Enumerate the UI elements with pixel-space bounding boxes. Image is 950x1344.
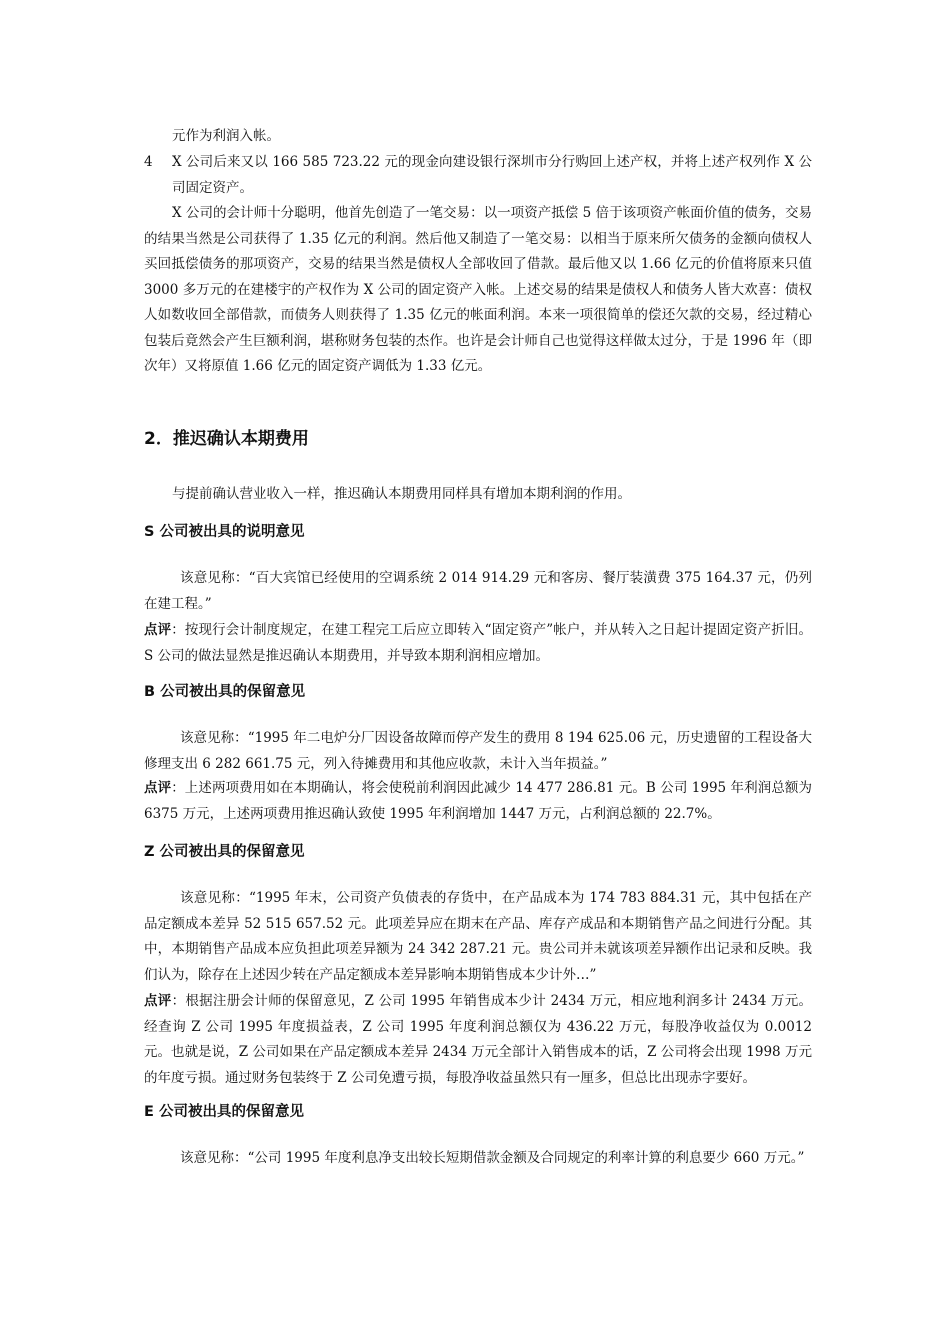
comment-text: ：按现行会计制度规定，在建工程完工后应立即转入“固定资产”帐户，并从转入之日起计提固定资产折旧。S 公司的做法显然是推迟确认本期费用，并导致本期利润相应增加。 <box>144 622 813 664</box>
comment-text: ：根据注册会计师的保留意见，Z 公司 1995 年销售成本少计 2434 万元，相应地利润多计 2434 万元。经查询 Z 公司 1995 年度损益表，Z 公司 1995 年度利润总额仅为 436.22 万元，每股净收益仅为 0.0012 元。也就是说，Z 公司如果在产品定额成本差异 2434 万元全部计入销售成本的话，Z 公司将会出现 1998 万元的年度亏损。通过财务包装终于 Z 公司免遭亏损，每股净收益虽然只有一厘多，但总比出现赤字要好。 <box>144 993 812 1086</box>
case-z-comment <box>144 989 812 1091</box>
section2-intro: 与提前确认营业收入一样，推迟确认本期费用同样具有增加本期利润的作用。 <box>172 486 631 502</box>
item4-number: 4 <box>144 154 153 170</box>
case-z-heading: Z 公司被出具的保留意见 <box>144 844 305 860</box>
item4-text: X 公司后来又以 166 585 723.22 元的现金向建设银行深圳市分行购回上述产权，并将上述产权列作 X 公司固定资产。 <box>172 154 812 196</box>
comment-label: 点评 <box>144 622 172 638</box>
comment-label: 点评 <box>144 993 172 1009</box>
case-e-heading: E 公司被出具的保留意见 <box>144 1104 304 1120</box>
case-z-opinion: 该意见称：“1995 年末，公司资产负债表的存货中，在产品成本为 174 783 884.31 元，其中包括在产品定额成本差异 52 515 657.52 元。此项差异应在期末在产品、库存产成品和本期销售产品之间进行分配。其中，本期销售产品成本应负担此项差异额为 24 342 287.21 元。贵公司并未就该项差异额作出记录和反映。我们认为，除存在上述因少转在产品定额成本差异影响本期销售成本少计外…” <box>144 890 812 983</box>
case-s-opinion: 该意见称：“百大宾馆已经使用的空调系统 2 014 914.29 元和客房、餐厅装潢费 375 164.37 元，仍列在建工程。” <box>144 570 812 612</box>
case-b-heading: B 公司被出具的保留意见 <box>144 684 306 700</box>
case-b-comment <box>144 776 812 827</box>
case-e-opinion: 该意见称：“公司 1995 年度利息净支出较长短期借款金额及合同规定的利率计算的利息要少 660 万元。” <box>180 1150 805 1166</box>
item3-tail: 元作为利润入帐。 <box>172 128 280 144</box>
case-s-heading: S 公司被出具的说明意见 <box>144 524 305 540</box>
case-s-comment <box>144 618 812 669</box>
case-b-opinion: 该意见称：“1995 年二电炉分厂因设备故障而停产发生的费用 8 194 625.06 元，历史遗留的工程设备大修理支出 6 282 661.75 元，列入待摊费用和其他应收款，未计入当年损益。” <box>144 730 812 772</box>
section2-heading: 2．推迟确认本期费用 <box>144 429 309 449</box>
summary-paragraph: X 公司的会计师十分聪明，他首先创造了一笔交易：以一项资产抵偿 5 倍于该项资产帐面价值的债务，交易的结果当然是公司获得了 1.35 亿元的利润。然后他又制造了一笔交易：以相当于原来所欠债务的金额向债权人买回抵偿债务的那项资产，交易的结果当然是债权人全部收回了借款。最后他又以 1.66 亿元的价值将原来只值 3000 多万元的在建楼宇的产权作为 X 公司的固定资产入帐。上述交易的结果是债权人和债务人皆大欢喜：债权人如数收回全部借款，而债务人则获得了 1.35 亿元的帐面利润。本来一项很简单的偿还欠款的交易，经过精心包装后竟然会产生巨额利润，堪称财务包装的杰作。也许是会计师自己也觉得这样做太过分，于是 1996 年（即次年）又将原值 1.66 亿元的固定资产调低为 1.33 亿元。 <box>144 205 812 374</box>
comment-label: 点评 <box>144 780 172 796</box>
comment-text: ：上述两项费用如在本期确认，将会使税前利润因此减少 14 477 286.81 元。B 公司 1995 年利润总额为 6375 万元，上述两项费用推迟确认致使 1995 年利润增加 1447 万元，占利润总额的 22.7%。 <box>144 780 812 822</box>
